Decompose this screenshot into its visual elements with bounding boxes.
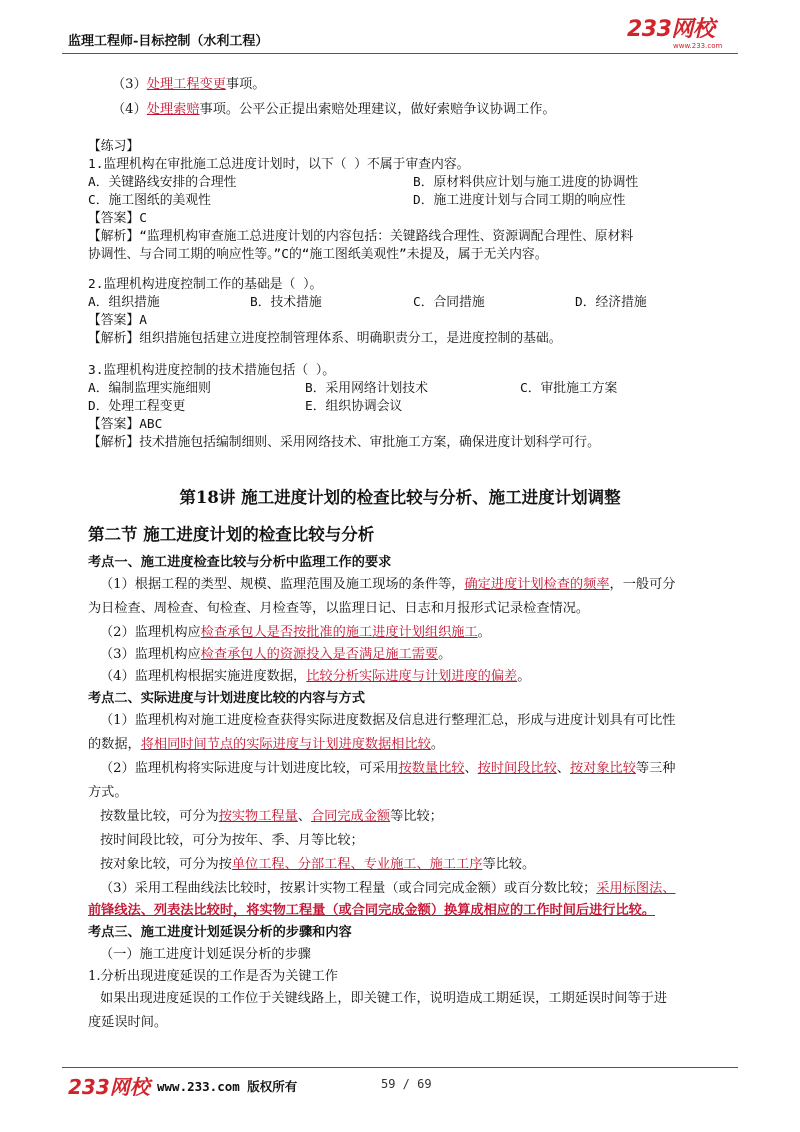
option: D．处理工程变更	[88, 399, 186, 414]
key-point-1-p2: （2）监理机构应检查承包人是否按批准的施工进度计划组织施工。	[100, 625, 491, 640]
question-1-answer: 【答案】C	[88, 211, 147, 226]
highlight-text: 比较分析实际进度与计划进度的偏差	[306, 669, 518, 684]
option: A．编制监理实施细则	[88, 381, 211, 396]
option: A．关键路线安排的合理性	[88, 175, 237, 190]
question-3-stem: 3.监理机构进度控制的技术措施包括（ ）。	[88, 363, 336, 378]
key-point-2-by-quantity: 按数量比较，可分为按实物工程量、合同完成金额等比较；	[100, 809, 443, 824]
footer-divider	[62, 1067, 738, 1068]
question-2-stem: 2.监理机构进度控制工作的基础是（ ）。	[88, 277, 323, 292]
key-point-3-step-1: 1.分析出现进度延误的工作是否为关键工作	[88, 969, 338, 984]
key-point-2-p2-cont: 方式。	[88, 785, 128, 800]
key-point-1-p1-cont: 为日检查、周检查、旬检查、月检查等，以监理日记、日志和月报形式记录检查情况。	[88, 601, 590, 616]
footer-copyright: www.233.com 版权所有	[157, 1079, 298, 1094]
highlight-text: 采用标图法、	[596, 881, 676, 896]
key-point-1-p1: （1）根据工程的类型、规模、监理范围及施工现场的条件等，确定进度计划检查的频率，一般可分	[100, 577, 676, 592]
highlight-text: 按时间段比较	[477, 761, 557, 776]
key-point-2-p3: （3）采用工程曲线法比较时，按累计实物工程量（或合同完成金额）或百分数比较；采用标图法、	[100, 881, 676, 896]
highlight-text: 处理工程变更	[146, 77, 226, 92]
question-2-explanation: 【解析】组织措施包括建立进度控制管理体系、明确职责分工，是进度控制的基础。	[88, 331, 562, 346]
option: A．组织措施	[88, 295, 160, 310]
option: C．合同措施	[413, 295, 485, 310]
highlight-text: 单位工程、分部工程、专业施工、施工工序	[231, 857, 483, 872]
key-point-3-subheading: （一）施工进度计划延误分析的步骤	[100, 947, 311, 962]
key-point-2-title: 考点二、实际进度与计划进度比较的内容与方式	[88, 691, 365, 706]
key-point-2-p1-cont: 的数据，将相同时间节点的实际进度与计划进度数据相比较。	[88, 737, 445, 752]
key-point-2-p2: （2）监理机构将实际进度与计划进度比较，可采用按数量比较、按时间段比较、按对象比较等三种	[100, 761, 676, 776]
option: B．原材料供应计划与施工进度的协调性	[413, 175, 639, 190]
highlight-text: 处理索赔	[146, 102, 200, 117]
option: D．经济措施	[575, 295, 647, 310]
highlight-text: 按实物工程量	[218, 809, 298, 824]
intro-line-3: （3）处理工程变更事项。	[112, 77, 266, 92]
footer-logo[interactable]: 233网校	[68, 1075, 150, 1099]
header-divider	[62, 53, 738, 54]
key-point-1-p3: （3）监理机构应检查承包人的资源投入是否满足施工需要。	[100, 647, 452, 662]
key-point-3-paragraph-cont: 度延误时间。	[88, 1015, 168, 1030]
option: D．施工进度计划与合同工期的响应性	[413, 193, 626, 208]
brand-logo-url: www.233.com	[673, 42, 723, 50]
question-1-explanation-cont: 协调性、与合同工期的响应性等。”C的“施工图纸美观性”未提及，属于无关内容。	[88, 247, 548, 262]
option: C．施工图纸的美观性	[88, 193, 211, 208]
question-3-answer: 【答案】ABC	[88, 417, 163, 432]
lecture-title: 第18讲 施工进度计划的检查比较与分析、施工进度计划调整	[179, 488, 621, 507]
option: B．采用网络计划技术	[305, 381, 428, 396]
question-3-explanation: 【解析】技术措施包括编制细则、采用网络技术、审批施工方案，确保进度计划科学可行。	[88, 435, 600, 450]
key-point-3-title: 考点三、施工进度计划延误分析的步骤和内容	[88, 925, 352, 940]
key-point-2-p1: （1）监理机构对施工进度检查获得实际进度数据及信息进行整理汇总，形成与进度计划具有可比性	[100, 713, 676, 728]
key-point-3-paragraph: 如果出现进度延误的工作位于关键线路上，即关键工作，说明造成工期延误，工期延误时间等于进	[100, 991, 668, 1006]
highlight-text: 合同完成金额	[311, 809, 391, 824]
option: C．审批施工方案	[520, 381, 618, 396]
key-point-1-title: 考点一、施工进度检查比较与分析中监理工作的要求	[88, 555, 392, 570]
practice-label: 【练习】	[88, 139, 140, 154]
highlight-text: 按对象比较	[569, 761, 636, 776]
highlight-text: 检查承包人是否按批准的施工进度计划组织施工	[200, 625, 478, 640]
question-1-explanation: 【解析】“监理机构审查施工总进度计划的内容包括：关键路线合理性、资源调配合理性、原材料	[88, 229, 634, 244]
key-point-2-by-time: 按时间段比较，可分为按年、季、月等比较；	[100, 833, 364, 848]
question-2-answer: 【答案】A	[88, 313, 147, 328]
option: B．技术措施	[250, 295, 322, 310]
section-title: 第二节 施工进度计划的检查比较与分析	[88, 525, 375, 544]
highlight-text: 按数量比较	[398, 761, 465, 776]
intro-line-4: （4）处理索赔事项。公平公正提出索赔处理建议，做好索赔争议协调工作。	[112, 102, 556, 117]
question-1-stem: 1.监理机构在审批施工总进度计划时，以下（ ）不属于审查内容。	[88, 157, 470, 172]
header-title: 监理工程师-目标控制（水利工程）	[68, 34, 269, 49]
key-point-2-by-object: 按对象比较，可分为按单位工程、分部工程、专业施工、施工工序等比较。	[100, 857, 536, 872]
option: E．组织协调会议	[305, 399, 403, 414]
brand-logo[interactable]	[627, 18, 739, 52]
highlight-text: 确定进度计划检查的频率	[464, 577, 610, 592]
key-point-2-p3-cont	[88, 900, 736, 922]
page-number: 59 / 69	[381, 1077, 432, 1091]
brand-logo-text: 233网校	[627, 17, 715, 42]
highlight-text: 将相同时间节点的实际进度与计划进度数据相比较	[140, 737, 431, 752]
highlight-text: 前锋线法、列表法比较时，将实物工程量（或合同完成金额）换算成相应的工作时间后进行比较。	[88, 903, 656, 918]
key-point-1-p4: （4）监理机构根据实施进度数据，比较分析实际进度与计划进度的偏差。	[100, 669, 531, 684]
highlight-text: 检查承包人的资源投入是否满足施工需要	[200, 647, 439, 662]
